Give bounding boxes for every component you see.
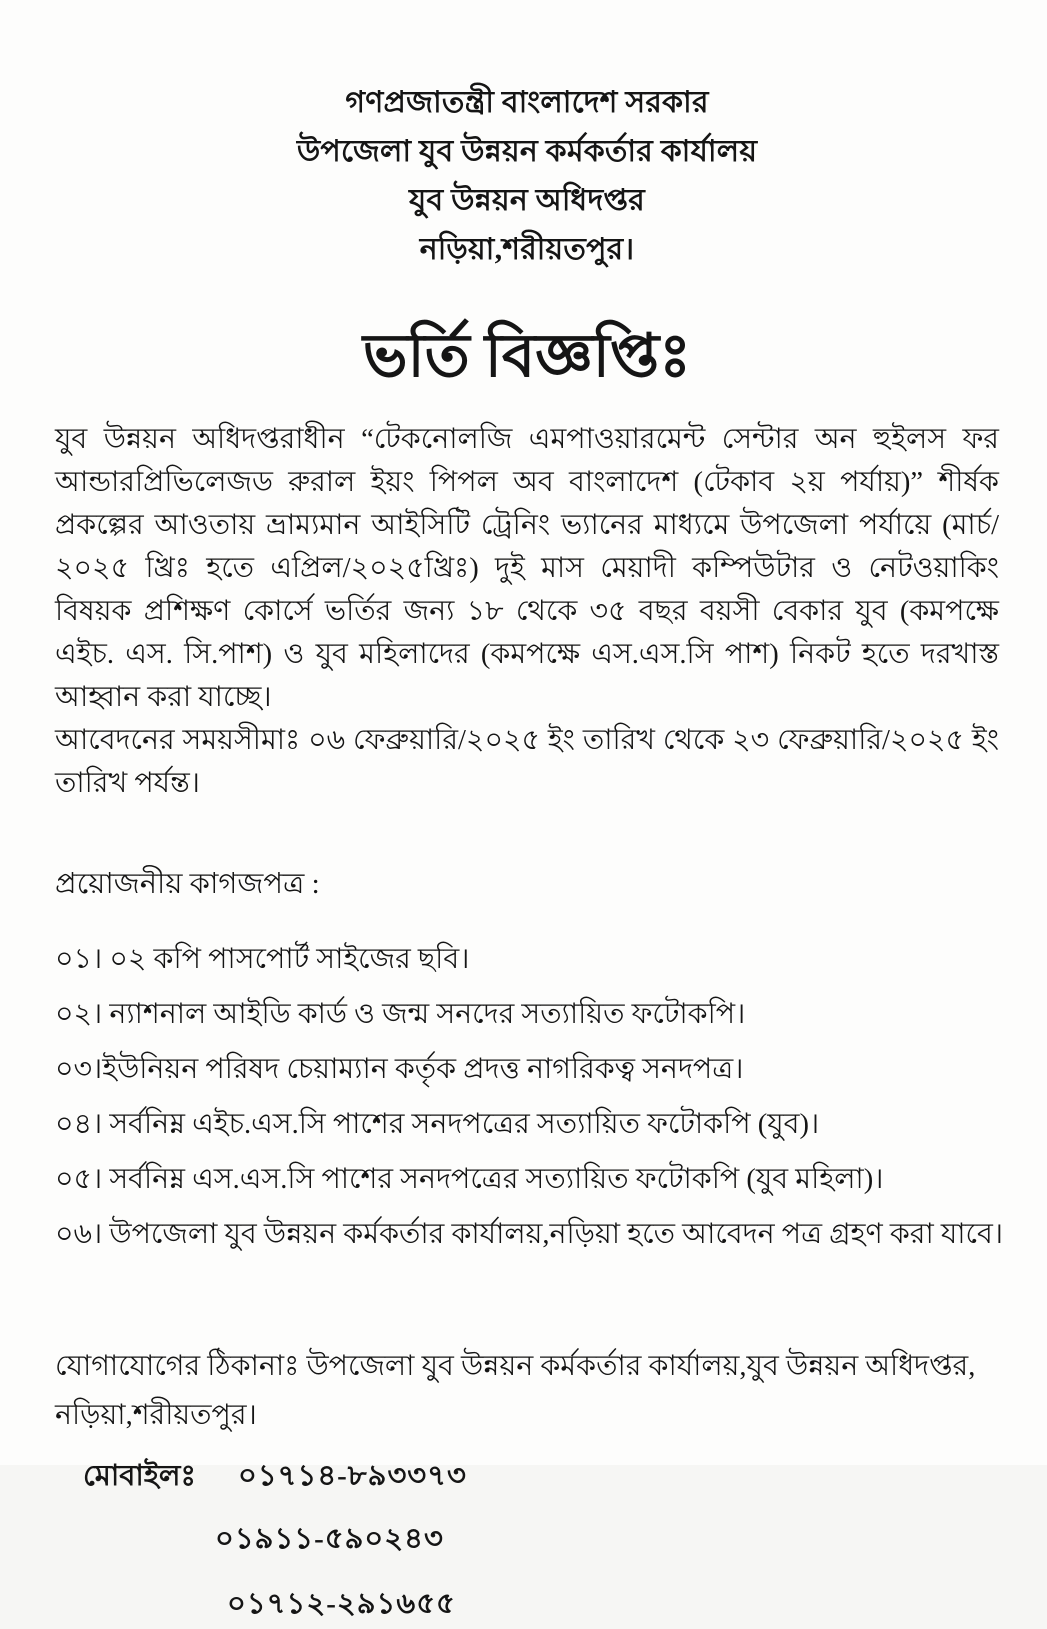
letterhead-government-line: গণপ্রজাতন্ত্রী বাংলাদেশ সরকার	[345, 86, 709, 119]
list-item: ০৬। উপজেলা যুব উন্নয়ন কর্মকর্তার কার্যালয়,নড়িয়া হতে আবেদন পত্র গ্রহণ করা যাবে।	[55, 1219, 1004, 1250]
mobile-label: মোবাইলঃ	[83, 1460, 196, 1492]
letterhead-department-line: যুব উন্নয়ন অধিদপ্তর	[409, 184, 645, 217]
mobile-number: ০১৭১২-২৯১৬৫৫	[227, 1588, 456, 1620]
list-item: ০৩।ইউনিয়ন পরিষদ চেয়াম্যান কর্তৃক প্রদত্ত নাগরিকত্ব সনদপত্র।	[55, 1054, 744, 1085]
contact-section	[55, 1342, 999, 1629]
letterhead	[55, 78, 999, 274]
notice-body-paragraph: যুব উন্নয়ন অধিদপ্তরাধীন “টেকনোলজি এমপাওয়ারমেন্ট সেন্টার অন হুইলস ফর আন্ডারপ্রিভিলেজড রুরাল ইয়ং পিপল অব বাংলাদেশ (টেকাব ২য় পর্যায়)” শীর্ষক প্রকল্পের আওতায় ভ্রাম্যমান আইসিটি ট্রেনিং ভ্যানের মাধ্যমে উপজেলা পর্যায়ে (মার্চ/২০২৫ খ্রিঃ হতে এপ্রিল/২০২৫খ্রিঃ) দুই মাস মেয়াদী কম্পিউটার ও নেটওয়াকিং বিষয়ক প্রশিক্ষণ কোর্সে ভর্তির জন্য ১৮ থেকে ৩৫ বছর বয়সী বেকার যুব (কমপক্ষে এইচ. এস. সি.পাশ) ও যুব মহিলাদের (কমপক্ষে এস.এস.সি পাশ) নিকট হতে দরখাস্ত আহ্বান করা যাচ্ছে।	[55, 424, 999, 713]
letterhead-office-line: উপজেলা যুব উন্নয়ন কর্মকর্তার কার্যালয়	[296, 135, 758, 168]
list-item: ০৪। সর্বনিম্ন এইচ.এস.সি পাশের সনদপত্রের সত্যায়িত ফটোকপি (যুব)।	[55, 1109, 820, 1140]
letterhead-location-line: নড়িয়া,শরীয়তপুর।	[419, 233, 635, 266]
contact-address-line-1: যোগাযোগের ঠিকানাঃ উপজেলা যুব উন্নয়ন কর্মকর্তার কার্যালয়,যুব উন্নয়ন অধিদপ্তর,	[55, 1351, 976, 1382]
mobile-number: ০১৭১৪-৮৯৩৩৭৩	[237, 1460, 467, 1492]
list-item: ০৫। সর্বনিম্ন এস.এস.সি পাশের সনদপত্রের সত্যায়িত ফটোকপি (যুব মহিলা)।	[55, 1164, 884, 1195]
required-documents-heading: প্রয়োজনীয় কাগজপত্র :	[55, 868, 320, 900]
page-title: ভর্তি বিজ্ঞপ্তিঃ	[362, 323, 692, 389]
mobile-row	[55, 1452, 999, 1501]
contact-address-line-2: নড়িয়া,শরীয়তপুর।	[55, 1400, 257, 1431]
required-documents-section	[55, 861, 1004, 1262]
list-item: ০১। ০২ কপি পাসপোর্ট সাইজের ছবি।	[55, 944, 470, 975]
mobile-number: ০১৯১১-৫৯০২৪৩	[215, 1523, 444, 1555]
list-item: ০২। ন্যাশনাল আইডি কার্ড ও জন্ম সনদের সত্যায়িত ফটোকপি।	[55, 999, 746, 1030]
application-deadline: আবেদনের সময়সীমাঃ ০৬ ফেব্রুয়ারি/২০২৫ ইং তারিখ থেকে ২৩ ফেব্রুয়ারি/২০২৫ ইং তারিখ পর্যন্ত।	[55, 725, 999, 799]
